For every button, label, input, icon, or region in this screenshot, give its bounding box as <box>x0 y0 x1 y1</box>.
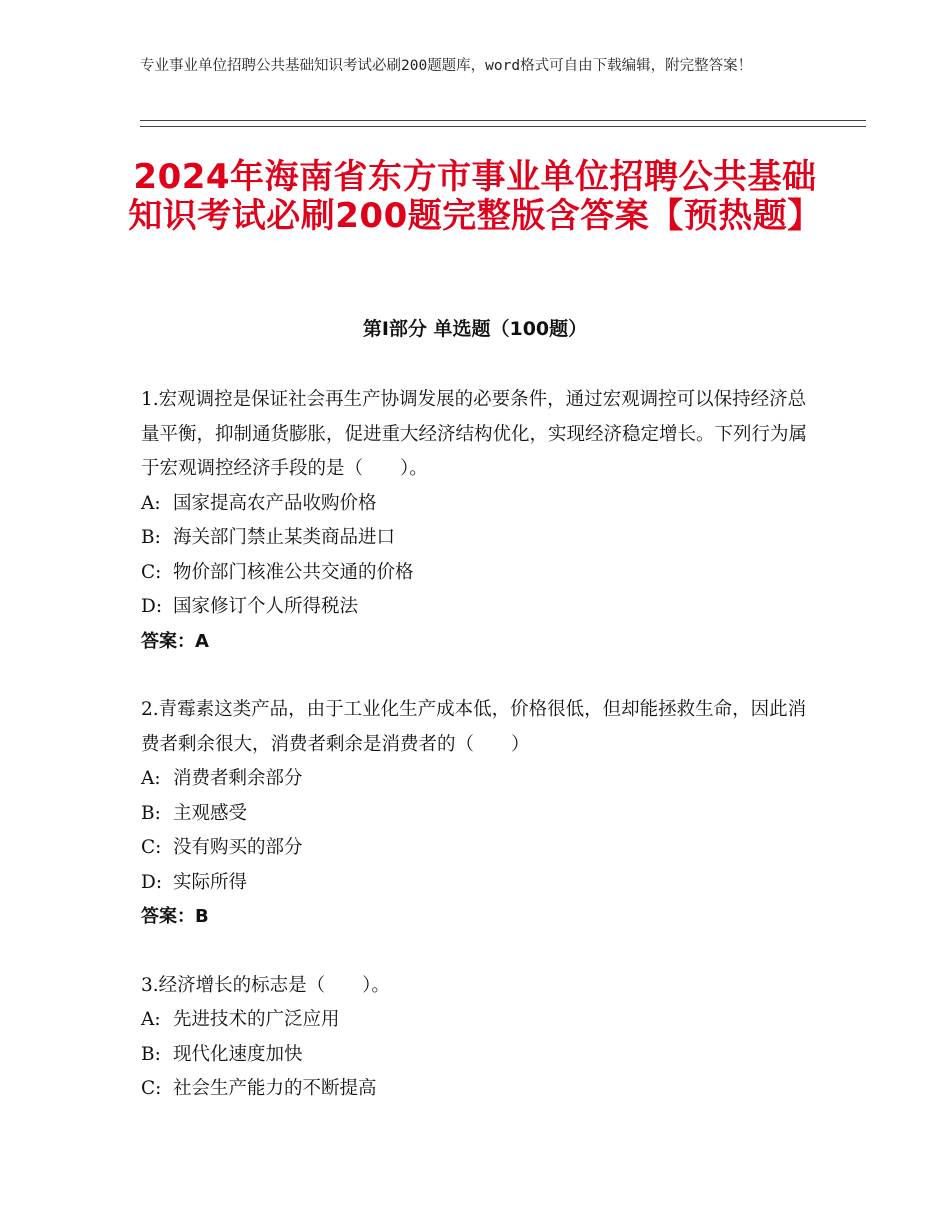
option-b <box>141 1038 809 1073</box>
question-3 <box>141 969 809 1107</box>
option-letter: D: <box>141 596 163 617</box>
header-rule-top <box>140 120 866 121</box>
option-text: 主观感受 <box>173 802 248 824</box>
option-letter: B: <box>141 527 161 548</box>
option-text: 没有购买的部分 <box>173 837 303 858</box>
option-d <box>141 866 809 901</box>
option-d <box>141 590 809 625</box>
option-text: 消费者剩余部分 <box>173 768 303 789</box>
option-c <box>141 1072 809 1107</box>
header-rule-bottom <box>140 126 866 127</box>
option-c <box>141 556 809 591</box>
option-text: 实际所得 <box>173 871 248 893</box>
option-text: 现代化速度加快 <box>173 1043 303 1065</box>
option-b <box>141 521 809 556</box>
option-b <box>141 797 809 832</box>
option-a <box>141 1003 809 1038</box>
question-stem: 1.宏观调控是保证社会再生产协调发展的必要条件，通过宏观调控可以保持经济总量平衡，抑制通货膨胀，促进重大经济结构优化，实现经济稳定增长。下列行为属于宏观调控经济手段的是（ ）。 <box>141 389 808 479</box>
question-2 <box>141 693 809 935</box>
option-letter: D: <box>141 871 163 893</box>
question-1 <box>141 383 809 659</box>
option-letter: C: <box>141 837 162 858</box>
question-stem: 3.经济增长的标志是（ ）。 <box>141 974 390 996</box>
option-text: 海关部门禁止某类商品进口 <box>173 527 396 548</box>
answer: 答案：A <box>141 630 209 652</box>
answer: 答案：B <box>141 906 209 927</box>
option-c <box>141 831 809 866</box>
option-letter: B: <box>141 1043 161 1065</box>
option-text: 先进技术的广泛应用 <box>173 1009 340 1030</box>
option-a <box>141 487 809 522</box>
option-letter: C: <box>141 1078 162 1099</box>
option-text: 国家提高农产品收购价格 <box>173 492 377 514</box>
option-letter: A: <box>141 768 161 789</box>
option-letter: A: <box>141 1009 161 1030</box>
header-note: 专业事业单位招聘公共基础知识考试必刷200题题库，word格式可自由下载编辑，附完整答案！ <box>140 58 753 74</box>
option-text: 国家修订个人所得税法 <box>173 596 359 617</box>
option-letter: B: <box>141 802 161 824</box>
option-a <box>141 762 809 797</box>
option-text: 物价部门核准公共交通的价格 <box>173 561 414 583</box>
option-text: 社会生产能力的不断提高 <box>173 1078 377 1099</box>
question-stem: 2.青霉素这类产品，由于工业化生产成本低，价格很低，但却能拯救生命，因此消费者剩余很大，消费者剩余是消费者的（ ） <box>141 699 807 755</box>
question-list <box>141 383 809 1107</box>
option-letter: A: <box>141 492 161 514</box>
option-letter: C: <box>141 561 162 583</box>
document-title: 2024年海南省东方市事业单位招聘公共基础知识考试必刷200题完整版含答案【预热题】 <box>128 157 822 236</box>
section-title: 第Ⅰ部分 单选题（100题） <box>362 318 588 340</box>
